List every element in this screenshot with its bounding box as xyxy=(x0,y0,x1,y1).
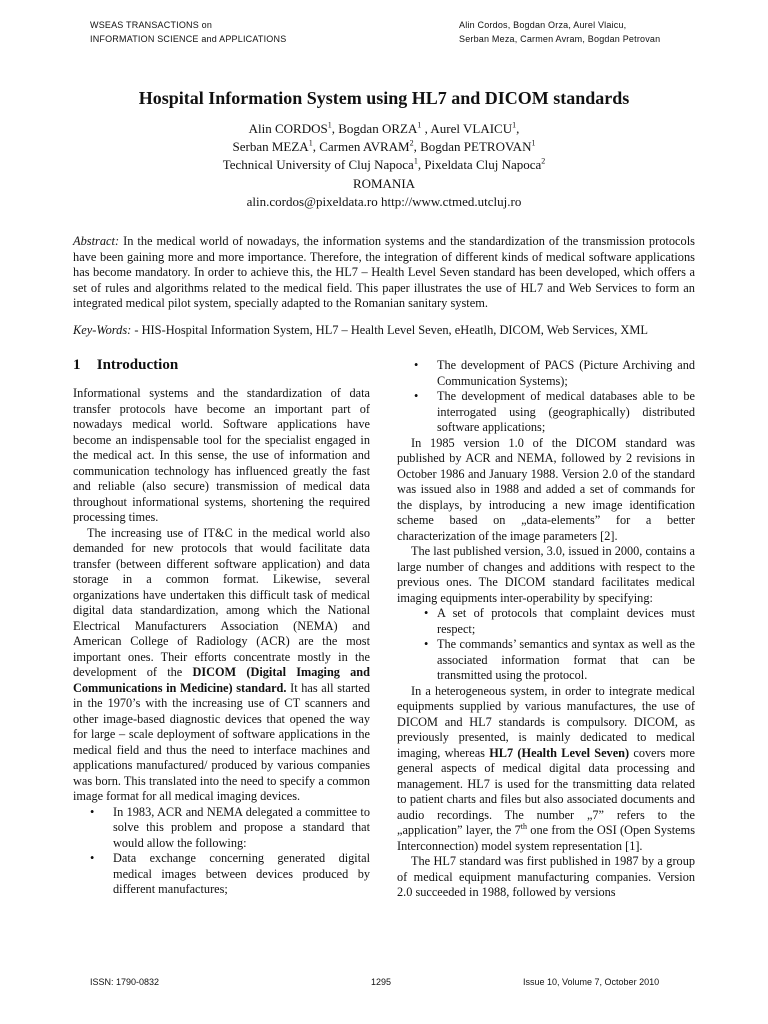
bold-phrase: DICOM (Digital Imaging and Communications in Medicine) standard. xyxy=(73,665,370,695)
list-item: • A set of protocols that complaint devices must respect; xyxy=(424,606,695,636)
section-heading xyxy=(73,357,178,374)
left-column xyxy=(73,386,370,898)
journal-name: WSEAS TRANSACTIONS on xyxy=(90,20,213,30)
affiliation: Technical University of Cluj Napoca$^1$, Pixeldata Cluj Napoca$^2$ xyxy=(222,157,546,173)
abstract-label: Abstract: xyxy=(73,234,120,248)
header-authors-line1: Alin Cordos, Bogdan Orza, Aurel Vlaicu, xyxy=(459,20,627,30)
list-item: • In 1983, ACR and NEMA delegated a committee to solve this problem and propose a standard that would allow the following: xyxy=(90,804,370,850)
abstract-text: In the medical world of nowadays, the information systems and the standardization of the transmission protocols have been gaining more and more importance. Therefore, the integration of different kinds of medical software applications has become mandatory. In order to achieve this, the HL7 – Health Level Seven standard has been developed, which offers a set of rules and algorithms related to the medical field. This paper illustrates the use of HL7 and Web Services to form an integrated medical pilot system, specially adapted to the Romanian sanitary system. xyxy=(73,234,695,311)
contact-info: alin.cordos@pixeldata.ro http://www.ctmed.utcluj.ro xyxy=(246,193,522,209)
bullet-icon: • xyxy=(90,851,95,865)
bullet-icon: • xyxy=(424,637,429,651)
author-block xyxy=(0,120,768,211)
list-item: • The development of PACS (Picture Archiving and Communication Systems); xyxy=(414,358,695,388)
bullet-icon: • xyxy=(414,358,419,372)
list-item: • The development of medical databases able to be interrogated using (geographically) distributed software applications; xyxy=(414,389,695,434)
header-authors-line2: Serban Meza, Carmen Avram, Bogdan Petrovan xyxy=(459,34,661,44)
keywords xyxy=(73,323,695,339)
country: ROMANIA xyxy=(352,175,416,191)
section-number: 1 xyxy=(73,357,81,373)
bullet-list xyxy=(73,805,370,898)
bullet-icon: • xyxy=(414,389,419,403)
author-line-1: Alin CORDOS$^1$, Bogdan ORZA$^1$ , Aurel VLAICU$^1$, xyxy=(248,120,520,136)
bullet-icon: • xyxy=(424,606,429,620)
bullet-list xyxy=(397,358,695,436)
paper-title: Hospital Information System using HL7 and DICOM standards xyxy=(138,88,630,108)
paragraph: The HL7 standard was first published in 1987 by a group of medical equipment manufacturing companies. Version 2.0 succeeded in 1988, followed by versions xyxy=(397,854,695,899)
journal-subtitle: INFORMATION SCIENCE and APPLICATIONS xyxy=(90,34,287,44)
right-column xyxy=(397,358,695,901)
bullet-icon: • xyxy=(90,804,95,819)
paragraph: Informational systems and the standardization of data transfer protocols have become an important part of nowadays medical world. Software applications have become an indispensable tool for the specialist engaged in the medical act. In this sense, the use of information and communication technology has influenced greatly the fast and reliable (also secure) transmission of medical data throughout informational systems, shortening the required processing times. xyxy=(73,386,370,524)
paragraph: In 1985 version 1.0 of the DICOM standard was published by ACR and NEMA, followed by 2 revisions in October 1986 and January 1988. Version 2.0 of the standard was issued also in 1988 and added a set of commands for the displays, by introducing a new image identification scheme based on „data-elements” for a better characterization of the image parameters [2]. xyxy=(397,435,695,543)
footer-issue: Issue 10, Volume 7, October 2010 xyxy=(523,977,660,987)
abstract xyxy=(73,234,695,312)
keywords-label: Key-Words: xyxy=(73,323,132,337)
list-item: • The commands’ semantics and syntax as well as the associated information format that can be transmitted using the protocol. xyxy=(424,637,695,682)
author-line-2: Serban MEZA$^1$, Carmen AVRAM$^2$, Bogdan PETROVAN$^1$ xyxy=(232,138,536,155)
bullet-list xyxy=(397,606,695,684)
list-item: • Data exchange concerning generated digital medical images between devices produced by different manufactures; xyxy=(90,851,370,896)
page-number: 1295 xyxy=(371,977,392,987)
paragraph: In a heterogeneous system, in order to integrate medical equipments supplied by various manufactures, the use of DICOM and HL7 standards is compulsory. DICOM, as previously presented, is mainly dedicated to medical imaging, whereas HL7 (Health Level Seven) covers more general aspects of medical digital data processing and management. HL7 is used for the transmitting data related to patient charts and files but also associated documents and audio recordings. The number „7” refers to the „application” layer, the 7th one from the OSI (Open Systems Interconnection) model system representation [1]. xyxy=(397,683,695,853)
section-title: Introduction xyxy=(96,357,179,373)
footer-issn: ISSN: 1790-0832 xyxy=(90,977,160,987)
running-header-right xyxy=(459,18,660,46)
paragraph: The increasing use of IT&C in the medical world also demanded for new protocols that would facilitate data transfer (between different software application) and data storage in a common format. Likewise, several organizations have undertaken this difficult task of medical digital data standardization, among which the National Electrical Manufacturers Association (NEMA) and American College of Radiology (ACR) are the most important ones. Their efforts concentrate mostly in the development of the DICOM (Digital Imaging and Communications in Medicine) standard. It has all started in the 1970’s with the increasing use of CT scanners and other image-based diagnostic devices that opened the way for large – scale deployment of software applications in the medical field and thus the need to interface machines and applications manufactured/ produced by various companies was born. This translated into the need to specify a common image format for all medical imaging devices. xyxy=(73,525,370,803)
keywords-text: - HIS-Hospital Information System, HL7 – Health Level Seven, eHeatlh, DICOM, Web Services, XML xyxy=(131,323,648,337)
paragraph: The last published version, 3.0, issued in 2000, contains a large number of changes and additions with respect to the previous ones. The DICOM standard facilitates medical imaging equipments inter-operability by specifying: xyxy=(397,544,695,605)
bold-phrase: HL7 (Health Level Seven) xyxy=(489,745,630,760)
running-header-left xyxy=(90,18,286,46)
